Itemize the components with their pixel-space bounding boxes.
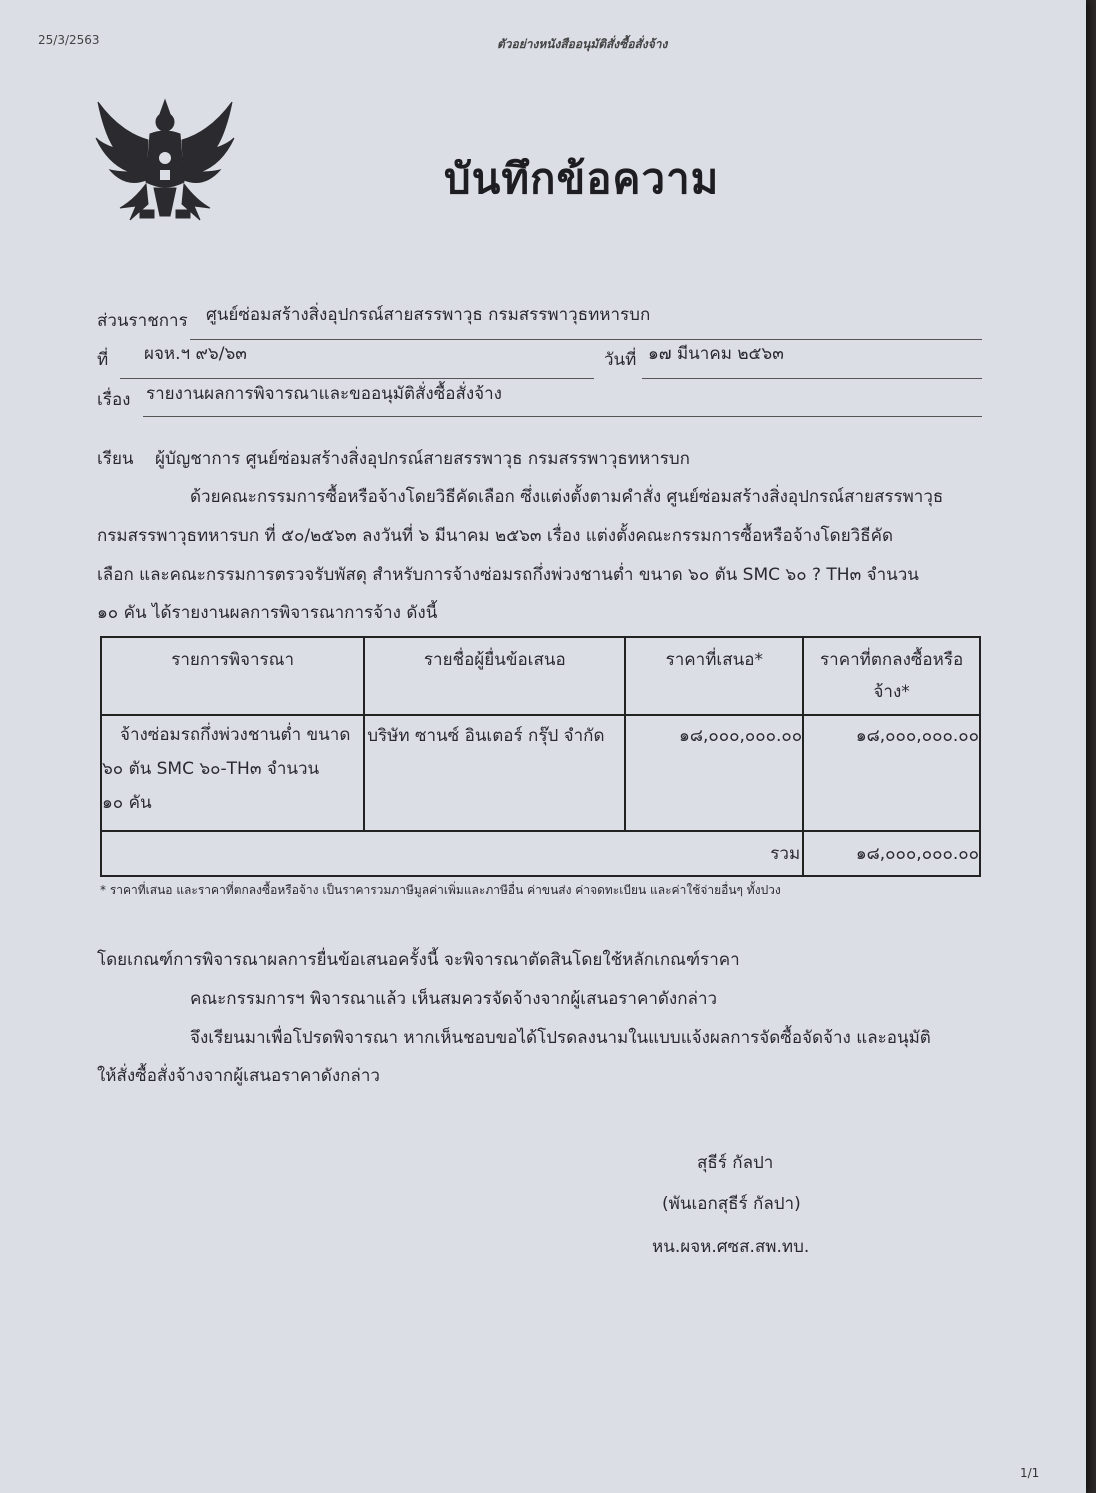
- to-value: ผู้บัญชาการ ศูนย์ซ่อมสร้างสิ่งอุปกรณ์สายสรรพาวุธ กรมสรรพาวุธทหารบก: [155, 449, 690, 469]
- closing-line3: จึงเรียนมาเพื่อโปรดพิจารณา หากเห็นชอบขอได้โปรดลงนามในแบบแจ้งผลการจัดซื้อจัดจ้าง และอนุมัติ: [190, 1028, 931, 1048]
- item-line3: ๑๐ คัน: [102, 793, 152, 813]
- garuda-emblem-icon: [90, 92, 240, 232]
- page-number: 1/1: [1020, 1466, 1040, 1480]
- ref-underline: [120, 378, 594, 379]
- para1-line1: ด้วยคณะกรรมการซื้อหรือจ้างโดยวิธีคัดเลือก ซึ่งแต่งตั้งตามคำสั่ง ศูนย์ซ่อมสร้างสิ่งอุปกรณ์สายสรรพาวุธ: [190, 487, 944, 507]
- ref-value: ผจห.ฯ ๙๖/๖๓: [144, 344, 247, 364]
- header-agreed-price-line2: จ้าง*: [873, 682, 910, 702]
- table-row: [101, 715, 980, 831]
- memo-title: บันทึกข้อความ: [444, 154, 720, 203]
- date-label: วันที่: [604, 350, 637, 370]
- bid-table: [100, 636, 981, 877]
- subject-label: เรื่อง: [97, 390, 131, 410]
- date-value: ๑๗ มีนาคม ๒๕๖๓: [648, 344, 784, 364]
- subject-value: รายงานผลการพิจารณาและขออนุมัติสั่งซื้อสั่งจ้าง: [146, 384, 502, 404]
- footnote: * ราคาที่เสนอ และราคาที่ตกลงซื้อหรือจ้าง เป็นราคารวมภาษีมูลค่าเพิ่มและภาษีอื่น ค่าขนส่ง ค่าจดทะเบียน และค่าใช้จ่ายอื่นๆ ทั้งปวง: [100, 883, 781, 897]
- para1-line4: ๑๐ คัน ได้รายงานผลการพิจารณาการจ้าง ดังนี้: [97, 603, 438, 623]
- doc-caption: ตัวอย่างหนังสืออนุมัติสั่งซื้อสั่งจ้าง: [497, 37, 668, 51]
- closing-line4: ให้สั่งซื้อสั่งจ้างจากผู้เสนอราคาดังกล่าว: [97, 1066, 380, 1086]
- item-line2: ๖๐ ตัน SMC ๖๐-TH๓ จำนวน: [102, 759, 320, 779]
- print-date: 25/3/2563: [38, 33, 100, 47]
- agreed-price-cell: ๑๘,๐๐๐,๐๐๐.๐๐: [803, 715, 980, 831]
- bidder-cell: บริษัท ซานซ์ อินเตอร์ กรุ๊ป จำกัด: [364, 715, 625, 831]
- to-label: เรียน: [97, 449, 134, 469]
- header-item: รายการพิจารณา: [101, 637, 364, 715]
- header-agreed-price-line1: ราคาที่ตกลงซื้อหรือ: [820, 650, 964, 670]
- offer-price-cell: ๑๘,๐๐๐,๐๐๐.๐๐: [625, 715, 803, 831]
- para1-line3: เลือก และคณะกรรมการตรวจรับพัสดุ สำหรับการจ้างซ่อมรถกึ่งพ่วงชานต่ำ ขนาด ๖๐ ตัน SMC ๖๐ ? TH๓ จำนวน: [97, 565, 919, 585]
- agency-value: ศูนย์ซ่อมสร้างสิ่งอุปกรณ์สายสรรพาวุธ กรมสรรพาวุธทหารบก: [206, 305, 651, 325]
- total-value: ๑๘,๐๐๐,๐๐๐.๐๐: [803, 831, 980, 876]
- closing-line2: คณะกรรมการฯ พิจารณาแล้ว เห็นสมควรจัดจ้างจากผู้เสนอราคาดังกล่าว: [190, 989, 718, 1009]
- agency-label: ส่วนราชการ: [97, 311, 188, 331]
- total-row: [101, 831, 980, 876]
- agency-underline: [190, 339, 982, 340]
- signature-full-name: (พันเอกสุธีร์ กัลปา): [662, 1194, 801, 1214]
- para1-line2: กรมสรรพาวุธทหารบก ที่ ๕๐/๒๕๖๓ ลงวันที่ ๖ มีนาคม ๒๕๖๓ เรื่อง แต่งตั้งคณะกรรมการซื้อหรือจ้างโดยวิธีคัด: [97, 526, 893, 546]
- item-line1: จ้างซ่อมรถกึ่งพ่วงชานต่ำ ขนาด: [120, 725, 351, 745]
- subject-underline: [143, 416, 982, 417]
- item-cell: [101, 715, 364, 831]
- closing-line1: โดยเกณฑ์การพิจารณาผลการยื่นข้อเสนอครั้งนี้ จะพิจารณาตัดสินโดยใช้หลักเกณฑ์ราคา: [97, 950, 740, 970]
- header-agreed-price: [803, 637, 980, 715]
- ref-label: ที่: [97, 350, 109, 370]
- header-bidder: รายชื่อผู้ยื่นข้อเสนอ: [364, 637, 625, 715]
- table-header-row: [101, 637, 980, 715]
- header-offer-price: ราคาที่เสนอ*: [625, 637, 803, 715]
- signature-name: สุธีร์ กัลปา: [697, 1153, 774, 1173]
- date-underline: [642, 378, 982, 379]
- signature-position: หน.ผจห.ศซส.สพ.ทบ.: [652, 1237, 810, 1257]
- total-label: รวม: [101, 831, 803, 876]
